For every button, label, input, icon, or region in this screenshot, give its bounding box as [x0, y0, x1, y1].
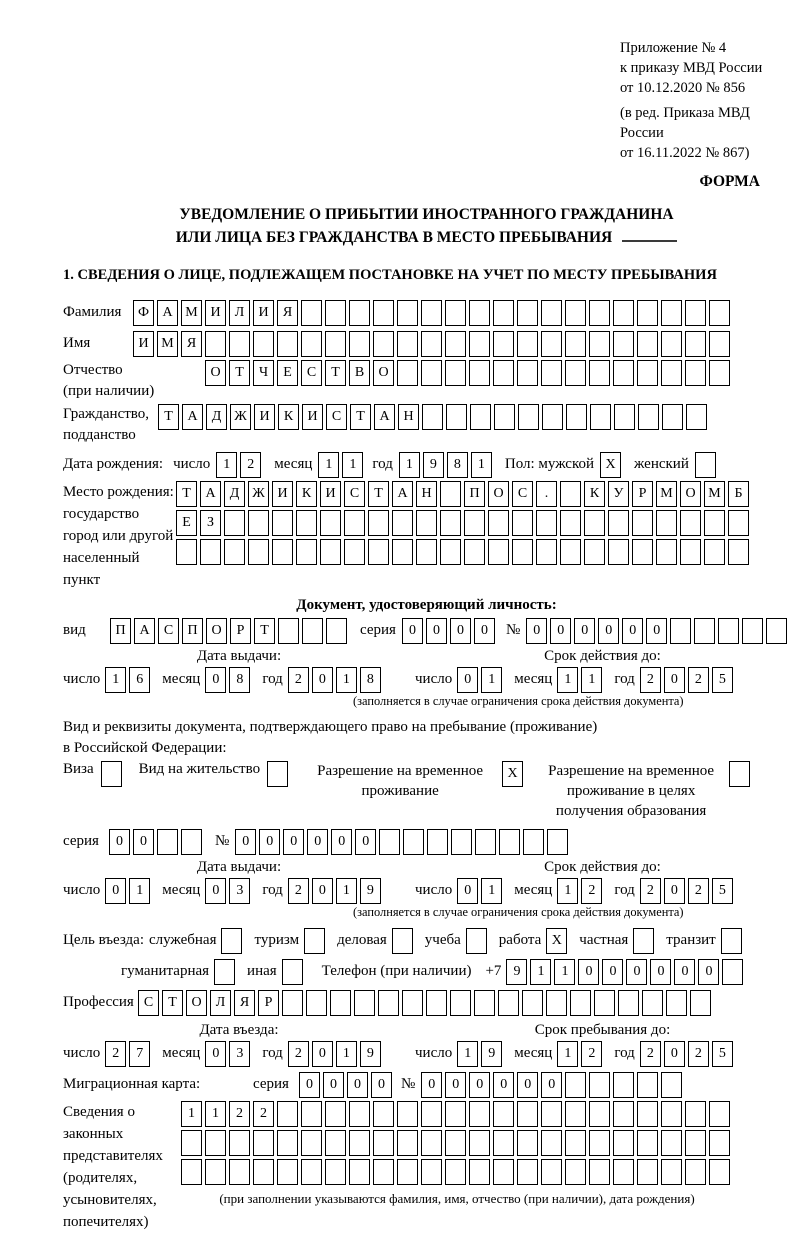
residence-valid-day-boxes[interactable]: 0 1 [457, 878, 505, 904]
residence-intro-line1: Вид и реквизиты документа, подтверждающего право на пребывание (проживание) [63, 719, 598, 735]
entry-purpose-row2 [121, 957, 790, 986]
purpose-private-label: частная [579, 932, 629, 948]
purpose-study-label: учеба [424, 932, 461, 948]
profession-label: Профессия [63, 994, 134, 1010]
migration-card-label: Миграционная карта: [63, 1076, 201, 1092]
restriction-note: (заполняется в случае ограничения срока действия документа) [353, 694, 684, 708]
migration-series-boxes[interactable]: 0 0 0 0 [299, 1072, 395, 1098]
forma-label: ФОРМА [699, 173, 760, 190]
sex-female-checkbox[interactable] [695, 452, 719, 478]
identity-issue-year-boxes[interactable]: 2 0 1 8 [288, 667, 384, 693]
identity-doc-dates [63, 647, 790, 709]
citizenship-sublabel: подданство [63, 427, 136, 443]
name-label: Имя [63, 335, 91, 351]
residence-issue-year-boxes[interactable]: 2 0 1 9 [288, 878, 384, 904]
patronymic-boxes[interactable]: О Т Ч Е С Т В О [205, 360, 733, 386]
doc-kind-boxes[interactable]: П А С П О Р Т [110, 618, 350, 644]
doc-number-label: № [505, 622, 521, 638]
residence-series-row [63, 827, 790, 856]
purpose-business-label: деловая [337, 932, 387, 948]
residence-doc-intro [63, 717, 790, 759]
year-label: год [614, 671, 635, 687]
representatives-label: законных [63, 1126, 124, 1142]
citizenship-row [63, 404, 790, 446]
phone-label: Телефон (при наличии) [321, 963, 472, 979]
title-underline [622, 240, 677, 242]
temp-residence-label: Разрешение на временное проживание [317, 763, 484, 799]
residence-doc-options [63, 761, 790, 821]
citizenship-boxes[interactable]: Т А Д Ж И К И С Т А Н [158, 404, 710, 430]
purpose-private-checkbox[interactable] [633, 928, 657, 954]
representatives-row3-boxes[interactable] [181, 1159, 733, 1185]
temp-residence-checkbox[interactable]: X [502, 761, 526, 787]
birth-place-row2-boxes[interactable]: Е З [176, 510, 752, 536]
entry-purpose-row [63, 926, 790, 955]
surname-boxes[interactable]: Ф А М И Л И Я [133, 300, 733, 326]
doc-number-boxes[interactable]: 0 0 0 0 0 0 [526, 618, 790, 644]
doc-kind-label: вид [63, 622, 86, 638]
month-label: месяц [514, 671, 553, 687]
residence-series-label: серия [63, 833, 99, 849]
identity-issue-month-boxes[interactable]: 0 8 [205, 667, 253, 693]
representatives-block [63, 1101, 790, 1233]
month-label: месяц [514, 882, 553, 898]
sex-male-checkbox[interactable]: X [600, 452, 624, 478]
residence-number-boxes[interactable]: 0 0 0 0 0 0 [235, 829, 571, 855]
birth-date-row [63, 450, 790, 479]
identity-doc-row [63, 616, 790, 645]
purpose-work-label: работа [498, 932, 542, 948]
sex-label: Пол: мужской [504, 456, 595, 472]
purpose-transit-label: транзит [666, 932, 716, 948]
birth-place-label: государство [63, 506, 140, 522]
residence-valid-year-boxes[interactable]: 2 0 2 5 [640, 878, 736, 904]
valid-until-heading: Срок действия до: [544, 859, 661, 875]
birth-year-label: год [372, 456, 393, 472]
purpose-tourism-label: туризм [254, 932, 300, 948]
stay-day-boxes[interactable]: 1 9 [457, 1041, 505, 1067]
purpose-label: Цель въезда: [63, 932, 144, 948]
residence-number-label: № [214, 833, 230, 849]
representatives-label: (родителях, [63, 1170, 138, 1186]
residence-valid-month-boxes[interactable]: 1 2 [557, 878, 605, 904]
migration-number-boxes[interactable]: 0 0 0 0 0 0 [421, 1072, 685, 1098]
residence-issue-day-boxes[interactable]: 0 1 [105, 878, 153, 904]
residence-intro-line2: в Российской Федерации: [63, 740, 227, 756]
day-label: число [63, 671, 101, 687]
annex-line: (в ред. Приказа МВД России [620, 105, 750, 141]
identity-doc-heading: Документ, удостоверяющий личность: [296, 597, 557, 613]
entry-date-heading: Дата въезда: [199, 1022, 279, 1038]
patronymic-sublabel: (при наличии) [63, 383, 155, 399]
patronymic-row [63, 360, 790, 402]
form-title-line1: УВЕДОМЛЕНИЕ О ПРИБЫТИИ ИНОСТРАННОГО ГРАЖДАНИНА [179, 206, 674, 223]
profession-row [63, 988, 790, 1017]
representatives-label: представителях [63, 1148, 163, 1164]
day-label: число [415, 671, 453, 687]
birth-place-label: город или другой [63, 528, 174, 544]
stay-month-boxes[interactable]: 1 2 [557, 1041, 605, 1067]
stay-until-heading: Срок пребывания до: [534, 1022, 671, 1038]
visa-option-label: Виза [63, 761, 94, 777]
birth-day-label: число [173, 456, 211, 472]
name-boxes[interactable]: И М Я [133, 331, 733, 357]
entry-month-boxes[interactable]: 0 3 [205, 1041, 253, 1067]
month-label: месяц [162, 671, 201, 687]
annex-block [620, 38, 790, 163]
day-label: число [63, 882, 101, 898]
year-label: год [614, 882, 635, 898]
issue-date-heading: Дата выдачи: [196, 648, 282, 664]
representatives-row1-boxes[interactable]: 1 1 2 2 [181, 1101, 733, 1127]
birth-year-boxes[interactable]: 1 9 8 1 [399, 452, 495, 478]
annex-line: к приказу МВД России [620, 60, 763, 76]
sex-female-label: женский [634, 456, 689, 472]
entry-stay-dates [63, 1021, 790, 1068]
annex-line: от 16.11.2022 № 867) [620, 145, 750, 161]
name-row [63, 329, 790, 358]
annex-line: Приложение № 4 [620, 40, 727, 56]
purpose-humanitarian-label: гуманитарная [121, 963, 210, 979]
doc-series-label: серия [360, 622, 396, 638]
birth-place-row3-boxes[interactable] [176, 539, 752, 565]
birth-month-label: месяц [274, 456, 313, 472]
birth-date-label: Дата рождения: [63, 456, 164, 472]
representatives-label: попечителях) [63, 1214, 149, 1230]
purpose-transit-checkbox[interactable] [721, 928, 745, 954]
annex-line: от 10.12.2020 № 856 [620, 80, 746, 96]
migration-number-label: № [400, 1076, 416, 1092]
identity-issue-day-boxes[interactable]: 1 6 [105, 667, 153, 693]
section1-heading: 1. СВЕДЕНИЯ О ЛИЦЕ, ПОДЛЕЖАЩЕМ ПОСТАНОВКЕ НА УЧЕТ ПО МЕСТУ ПРЕБЫВАНИЯ [63, 267, 717, 283]
purpose-business-checkbox[interactable] [392, 928, 416, 954]
representatives-fill-note: (при заполнении указываются фамилия, имя, отчество (при наличии), дата рождения) [219, 1191, 695, 1206]
stay-year-boxes[interactable]: 2 0 2 5 [640, 1041, 736, 1067]
year-label: год [262, 1045, 283, 1061]
birth-place-label: населенный пункт [63, 550, 140, 588]
year-label: год [262, 671, 283, 687]
restriction-note: (заполняется в случае ограничения срока действия документа) [353, 905, 684, 919]
birth-month-boxes[interactable]: 1 1 [318, 452, 366, 478]
phone-boxes[interactable]: 9 1 1 0 0 0 0 0 0 [506, 959, 746, 985]
birth-place-label: Место рождения: [63, 484, 174, 500]
entry-year-boxes[interactable]: 2 0 1 9 [288, 1041, 384, 1067]
residence-issue-month-boxes[interactable]: 0 3 [205, 878, 253, 904]
representatives-label: Сведения о [63, 1104, 135, 1120]
form-title [63, 203, 790, 249]
residence-permit-label: Вид на жительство [138, 761, 261, 777]
residence-doc-dates [63, 858, 790, 920]
purpose-official-checkbox[interactable] [221, 928, 245, 954]
representatives-label: усыновителях, [63, 1192, 157, 1208]
birth-day-boxes[interactable]: 1 2 [216, 452, 264, 478]
issue-date-heading: Дата выдачи: [196, 859, 282, 875]
day-label: число [415, 882, 453, 898]
identity-valid-day-boxes[interactable]: 0 1 [457, 667, 505, 693]
month-label: месяц [514, 1045, 553, 1061]
entry-day-boxes[interactable]: 2 7 [105, 1041, 153, 1067]
representatives-row2-boxes[interactable] [181, 1130, 733, 1156]
year-label: год [262, 882, 283, 898]
purpose-study-checkbox[interactable] [466, 928, 490, 954]
purpose-other-label: иная [247, 963, 277, 979]
birth-place-block [63, 481, 790, 591]
profession-boxes[interactable]: С Т О Л Я Р [138, 990, 714, 1016]
month-label: месяц [162, 1045, 201, 1061]
migration-card-row [63, 1070, 790, 1099]
migration-series-label: серия [253, 1076, 289, 1092]
visa-checkbox[interactable] [101, 761, 125, 787]
phone-prefix: +7 [485, 963, 502, 979]
surname-label: Фамилия [63, 304, 122, 320]
year-label: год [614, 1045, 635, 1061]
temp-residence-education-checkbox[interactable] [729, 761, 753, 787]
purpose-humanitarian-checkbox[interactable] [214, 959, 238, 985]
citizenship-label: Гражданство, [63, 406, 150, 422]
purpose-work-checkbox[interactable]: X [546, 928, 570, 954]
surname-row [63, 298, 790, 327]
valid-until-heading: Срок действия до: [544, 648, 661, 664]
birth-place-row1-boxes[interactable]: Т А Д Ж И К И С Т А Н П О С . К У Р М О М Б [176, 481, 752, 507]
identity-valid-year-boxes[interactable]: 2 0 2 5 [640, 667, 736, 693]
form-title-line2: ИЛИ ЛИЦА БЕЗ ГРАЖДАНСТВА В МЕСТО ПРЕБЫВАНИЯ [175, 229, 613, 246]
residence-series-boxes[interactable]: 0 0 [109, 829, 205, 855]
month-label: месяц [162, 882, 201, 898]
day-label: число [415, 1045, 453, 1061]
purpose-tourism-checkbox[interactable] [304, 928, 328, 954]
day-label: число [63, 1045, 101, 1061]
purpose-official-label: служебная [148, 932, 217, 948]
doc-series-boxes[interactable]: 0 0 0 0 [402, 618, 498, 644]
temp-residence-education-label: Разрешение на временное проживание в целях получения образования [548, 763, 715, 819]
patronymic-label: Отчество [63, 362, 123, 378]
purpose-other-checkbox[interactable] [282, 959, 306, 985]
identity-valid-month-boxes[interactable]: 1 1 [557, 667, 605, 693]
residence-permit-checkbox[interactable] [267, 761, 291, 787]
